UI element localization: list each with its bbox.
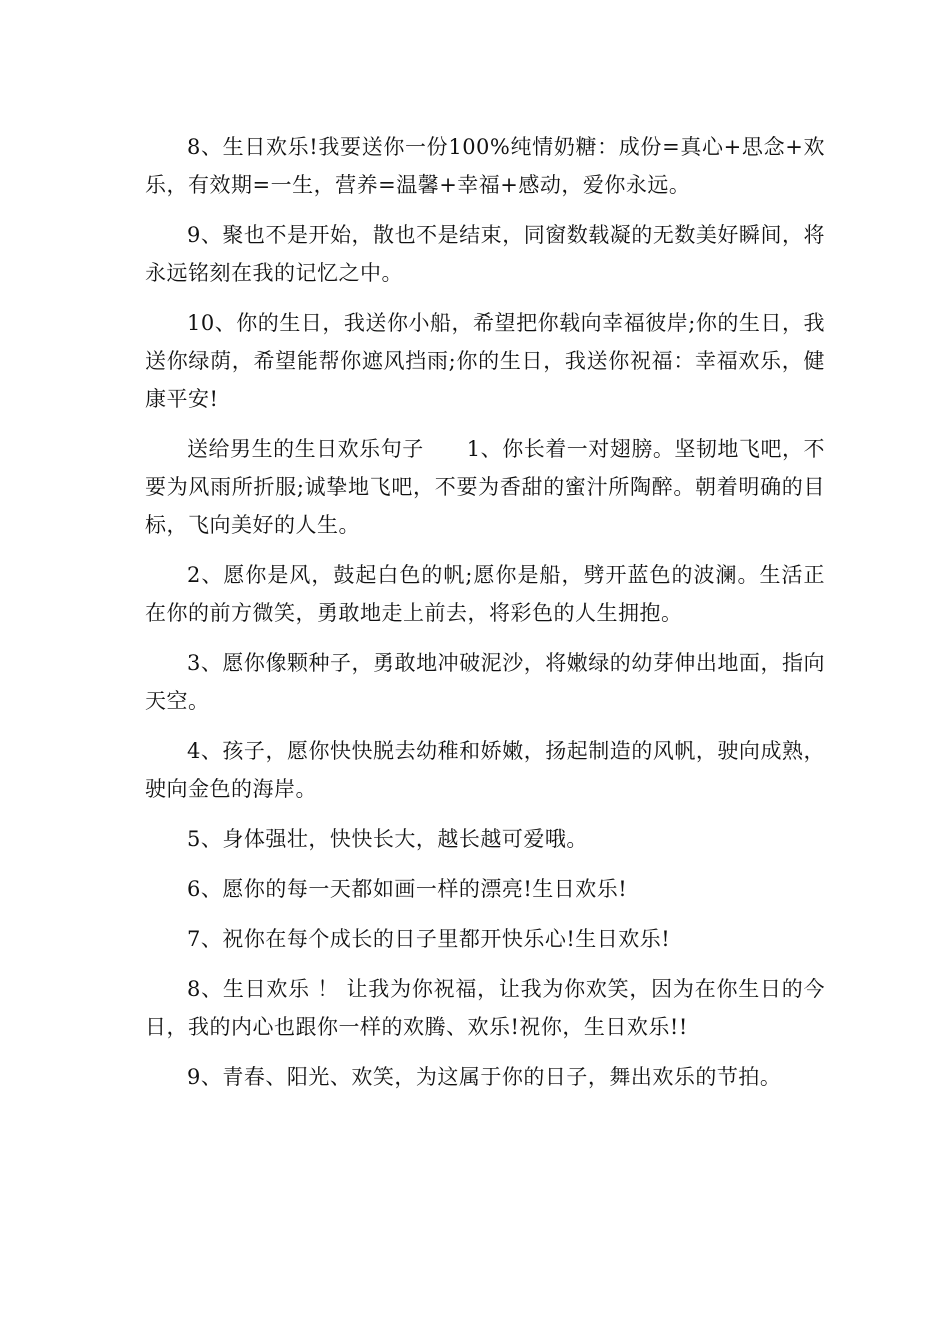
paragraph-9: 6、愿你的每一天都如画一样的漂亮!生日欢乐! (187, 877, 628, 901)
paragraph-8: 5、身体强壮，快快长大，越长越可爱哦。 (187, 827, 588, 851)
document-body (145, 128, 825, 1108)
paragraph-10: 7、祝你在每个成长的日子里都开快乐心!生日欢乐! (187, 927, 671, 951)
paragraph-7: 4、孩子，愿你快快脱去幼稚和娇嫩，扬起制造的风帆，驶向成熟，驶向金色的海岸。 (145, 739, 825, 801)
paragraph-3: 10、你的生日，我送你小船，希望把你载向幸福彼岸;你的生日，我送你绿荫，希望能帮你遮风挡雨;你的生日，我送你祝福：幸福欢乐，健康平安! (145, 311, 825, 411)
paragraph-4: 送给男生的生日欢乐句子 1、你长着一对翅膀。坚韧地飞吧，不要为风雨所折服;诚挚地飞吧，不要为香甜的蜜汁所陶醉。朝着明确的目标，飞向美好的人生。 (145, 437, 825, 537)
paragraph-5: 2、愿你是风，鼓起白色的帆;愿你是船，劈开蓝色的波澜。生活正在你的前方微笑，勇敢地走上前去，将彩色的人生拥抱。 (145, 563, 825, 625)
paragraph-12: 9、青春、阳光、欢笑，为这属于你的日子，舞出欢乐的节拍。 (187, 1065, 782, 1089)
paragraph-2: 9、聚也不是开始，散也不是结束，同窗数载凝的无数美好瞬间，将永远铭刻在我的记忆之中。 (145, 223, 825, 285)
paragraph-11: 8、生日欢乐 ！ 让我为你祝福，让我为你欢笑，因为在你生日的今日，我的内心也跟你一样的欢腾、欢乐!祝你，生日欢乐!! (145, 977, 825, 1039)
paragraph-1: 8、生日欢乐!我要送你一份100%纯情奶糖：成份=真心+思念+欢乐，有效期=一生，营养=温馨+幸福+感动，爱你永远。 (145, 135, 825, 197)
paragraph-6: 3、愿你像颗种子，勇敢地冲破泥沙，将嫩绿的幼芽伸出地面，指向天空。 (145, 651, 825, 713)
